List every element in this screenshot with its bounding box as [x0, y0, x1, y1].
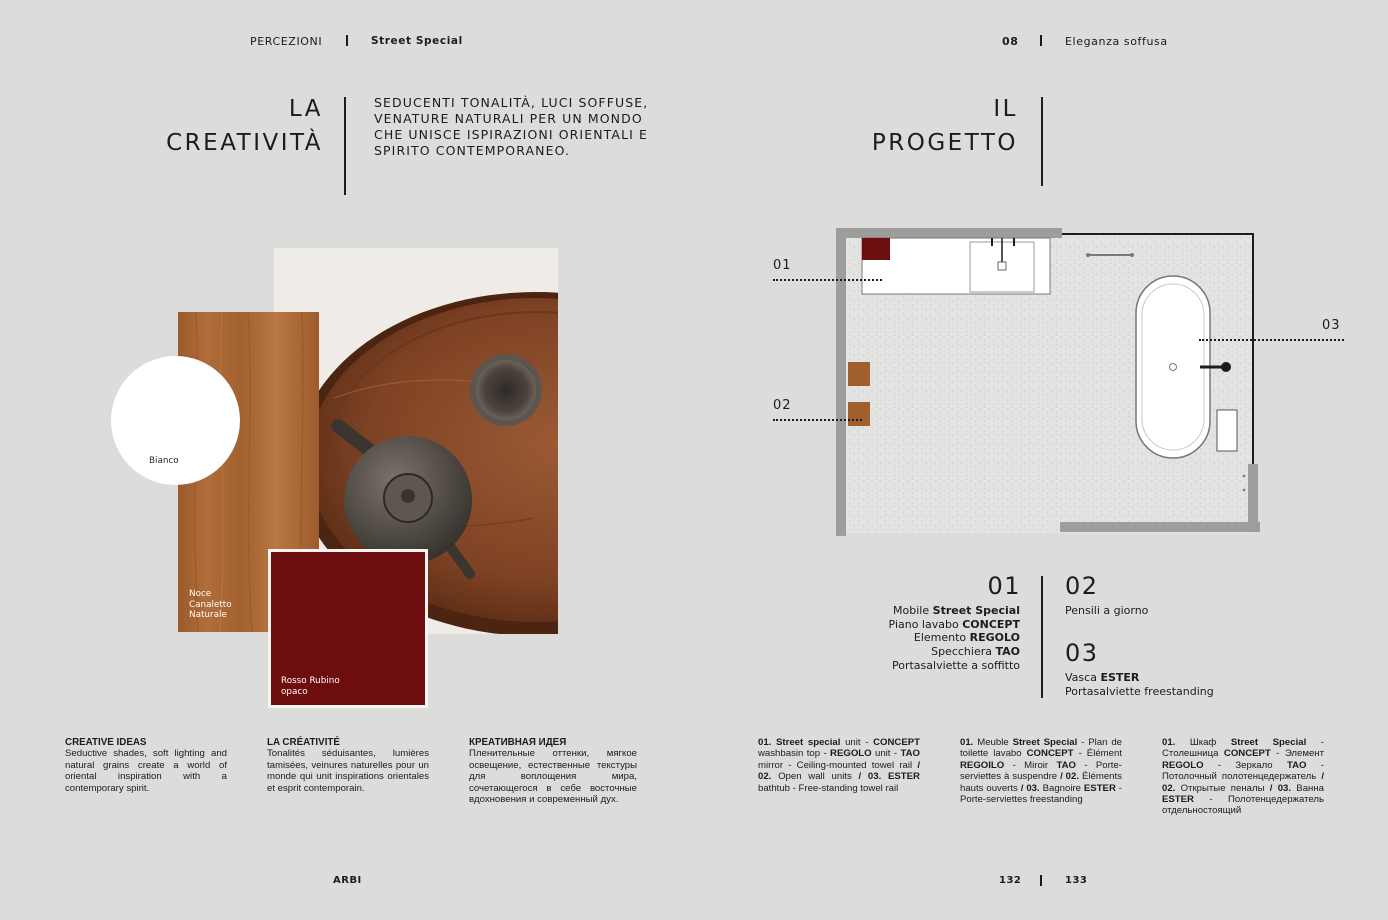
left-title-line1: LA — [288, 96, 323, 122]
legend-number-03: 03 — [1065, 639, 1099, 667]
product-text-run: 01. — [1162, 737, 1176, 748]
legend-divider — [1041, 576, 1043, 698]
header-divider — [1040, 35, 1042, 46]
product-text-run: Bagnoire — [1039, 782, 1084, 794]
lead-text — [374, 95, 664, 159]
right-title — [818, 92, 1018, 160]
product-column-ru — [1162, 737, 1324, 817]
walnut-label-line: Naturale — [189, 610, 227, 620]
product-text-run: washbasin top - — [758, 748, 831, 760]
header-divider — [346, 35, 348, 46]
plan-callout-03: 03 — [1322, 318, 1341, 333]
lead-line: VENATURE NATURALI PER UN MONDO — [374, 111, 643, 126]
lead-line: CHE UNISCE ISPIRAZIONI ORIENTALI E — [374, 127, 648, 142]
floor-plan — [834, 226, 1262, 538]
product-text-run: mirror - Ceiling-mounted towel rail — [758, 759, 918, 771]
product-text-run: - Élément — [1073, 748, 1122, 760]
left-title — [103, 92, 323, 160]
product-text-run: Шкаф — [1175, 737, 1231, 748]
ruby-label — [281, 676, 340, 697]
white-swatch — [111, 356, 240, 485]
ruby-label-line: opaco — [281, 686, 308, 697]
text-column-en — [65, 737, 227, 794]
product-text-run: - Столешница — [1162, 737, 1324, 760]
right-title-line1: IL — [993, 96, 1018, 122]
legend-list-03 — [1065, 671, 1214, 698]
walnut-label-line: Noce — [189, 589, 212, 599]
ruby-label-line: Rosso Rubino — [281, 676, 340, 686]
chapter-title: Eleganza soffusa — [1065, 35, 1168, 48]
product-text-run: Éléments hauts ouverts — [960, 771, 1122, 794]
product-text-run: 01. Street special — [758, 737, 841, 748]
legend-item: Vasca ESTER — [1065, 671, 1140, 684]
section-label: PERCEZIONI — [250, 35, 323, 48]
product-text-run: Meuble — [973, 737, 1013, 748]
product-text-run: TAO — [1286, 759, 1307, 771]
left-title-line2: CREATIVITÀ — [166, 130, 323, 156]
product-text-run: bathtub - Free-standing towel rail — [758, 782, 899, 794]
legend-item-02: Pensili a giorno — [1065, 604, 1149, 617]
callout-leader-03 — [1199, 339, 1344, 341]
product-text-run: Открытые пеналы — [1175, 782, 1270, 794]
title-divider — [1041, 97, 1043, 186]
product-text-run: - Элемент — [1270, 748, 1324, 760]
product-text-run: ESTER — [1162, 794, 1194, 806]
text-column-fr — [267, 737, 429, 794]
product-column-en — [758, 737, 920, 794]
product-text-run: unit - — [871, 748, 901, 760]
legend-list-01 — [889, 604, 1020, 673]
callout-leader-01 — [773, 279, 882, 281]
product-text-run: Open wall units — [771, 771, 859, 783]
walnut-label-line: Canaletto — [189, 599, 232, 610]
product-text-run: REGOLO — [1162, 759, 1204, 771]
plan-callout-01: 01 — [773, 258, 792, 273]
product-text-run: CONCEPT — [1223, 748, 1271, 760]
lead-line: SEDUCENTI TONALITÀ, LUCI SOFFUSE, — [374, 95, 649, 110]
product-text-run: - Porte-serviettes freestanding — [960, 782, 1122, 806]
column-heading: LA CRÉATIVITÉ — [267, 737, 340, 748]
column-heading: КРЕАТИВНАЯ ИДЕЯ — [469, 737, 567, 748]
column-body: Tonalités séduisantes, lumières tamisées, veinures naturelles pour un monde qui unit inspirations orientales et esprit contemporain. — [267, 748, 429, 794]
product-text-run: unit - — [840, 737, 874, 748]
text-column-ru — [469, 737, 637, 805]
page-number-right: 133 — [1065, 875, 1088, 886]
brand-footer: ARBI — [333, 875, 362, 886]
column-body: Seductive shades, soft lighting and natural grains create a world of oriental inspiration with a contemporary spirit. — [65, 748, 227, 794]
legend-number-02: 02 — [1065, 572, 1099, 600]
product-text-run: / 02. — [758, 759, 920, 783]
legend-item: Elemento REGOLO — [913, 631, 1020, 645]
legend-item: Portasalviette a soffitto — [892, 658, 1020, 672]
product-text-run: - Plan de toilette lavabo — [960, 737, 1122, 760]
legend-item: Specchiera TAO — [931, 645, 1020, 659]
product-text-run: Street Special — [1230, 737, 1307, 748]
product-text-run: / 03. ESTER — [858, 771, 920, 783]
product-text-run: - Miroir — [1004, 759, 1057, 771]
product-text-run: / 02. — [1060, 771, 1080, 783]
product-text-run: ESTER — [1083, 782, 1116, 794]
product-text-run: CONCEPT — [873, 737, 920, 748]
product-text-run: / 03. — [1269, 782, 1292, 794]
legend-number-01: 01 — [987, 572, 1021, 600]
product-text-run: / 03. — [1020, 782, 1040, 794]
product-text-run: - Полотенцедержатель отдельностоящий — [1162, 794, 1324, 817]
product-text-run: - Porte-serviettes à suspendre — [960, 759, 1123, 783]
column-heading: CREATIVE IDEAS — [65, 737, 147, 748]
title-divider — [344, 97, 346, 195]
ruby-swatch — [271, 552, 425, 705]
product-text-run: TAO — [900, 748, 920, 760]
product-text-run: - Потолочный полотенцедержатель — [1162, 759, 1324, 783]
product-text-run: REGOLO — [830, 748, 872, 760]
walnut-label — [189, 589, 232, 621]
footer-divider — [1040, 875, 1042, 886]
legend-item: Mobile Street Special — [893, 604, 1020, 617]
column-body: Пленительные оттенки, мягкое освещение, естественные текстуры для воплощения мира, сочетающегося в себе восточные вдохновения и современный дух. — [469, 748, 637, 806]
lead-line: SPIRITO CONTEMPORANEO. — [374, 143, 571, 158]
page-number-left: 132 — [999, 875, 1022, 886]
product-column-fr — [960, 737, 1122, 805]
chapter-number: 08 — [1002, 35, 1019, 48]
product-text-run: / 02. — [1162, 771, 1324, 794]
ruby-swatch-frame — [268, 549, 428, 708]
product-text-run: Street Special — [1012, 737, 1078, 748]
product-text-run: REGOILO — [960, 759, 1005, 771]
plan-callout-02: 02 — [773, 398, 792, 413]
callout-leader-02 — [773, 419, 862, 421]
right-title-line2: PROGETTO — [871, 130, 1018, 156]
header-subtitle: Street Special — [371, 35, 463, 47]
legend-item: Piano lavabo CONCEPT — [888, 617, 1020, 631]
product-text-run: TAO — [1056, 759, 1076, 771]
product-text-run: - Зеркало — [1203, 759, 1287, 771]
product-text-run: 01. — [960, 737, 974, 748]
product-text-run: Ванна — [1291, 782, 1324, 794]
product-text-run: CONCEPT — [1026, 748, 1074, 760]
white-swatch-label: Bianco — [149, 456, 179, 466]
legend-item: Portasalviette freestanding — [1065, 684, 1214, 698]
floor-plan-drawing — [834, 226, 1262, 538]
